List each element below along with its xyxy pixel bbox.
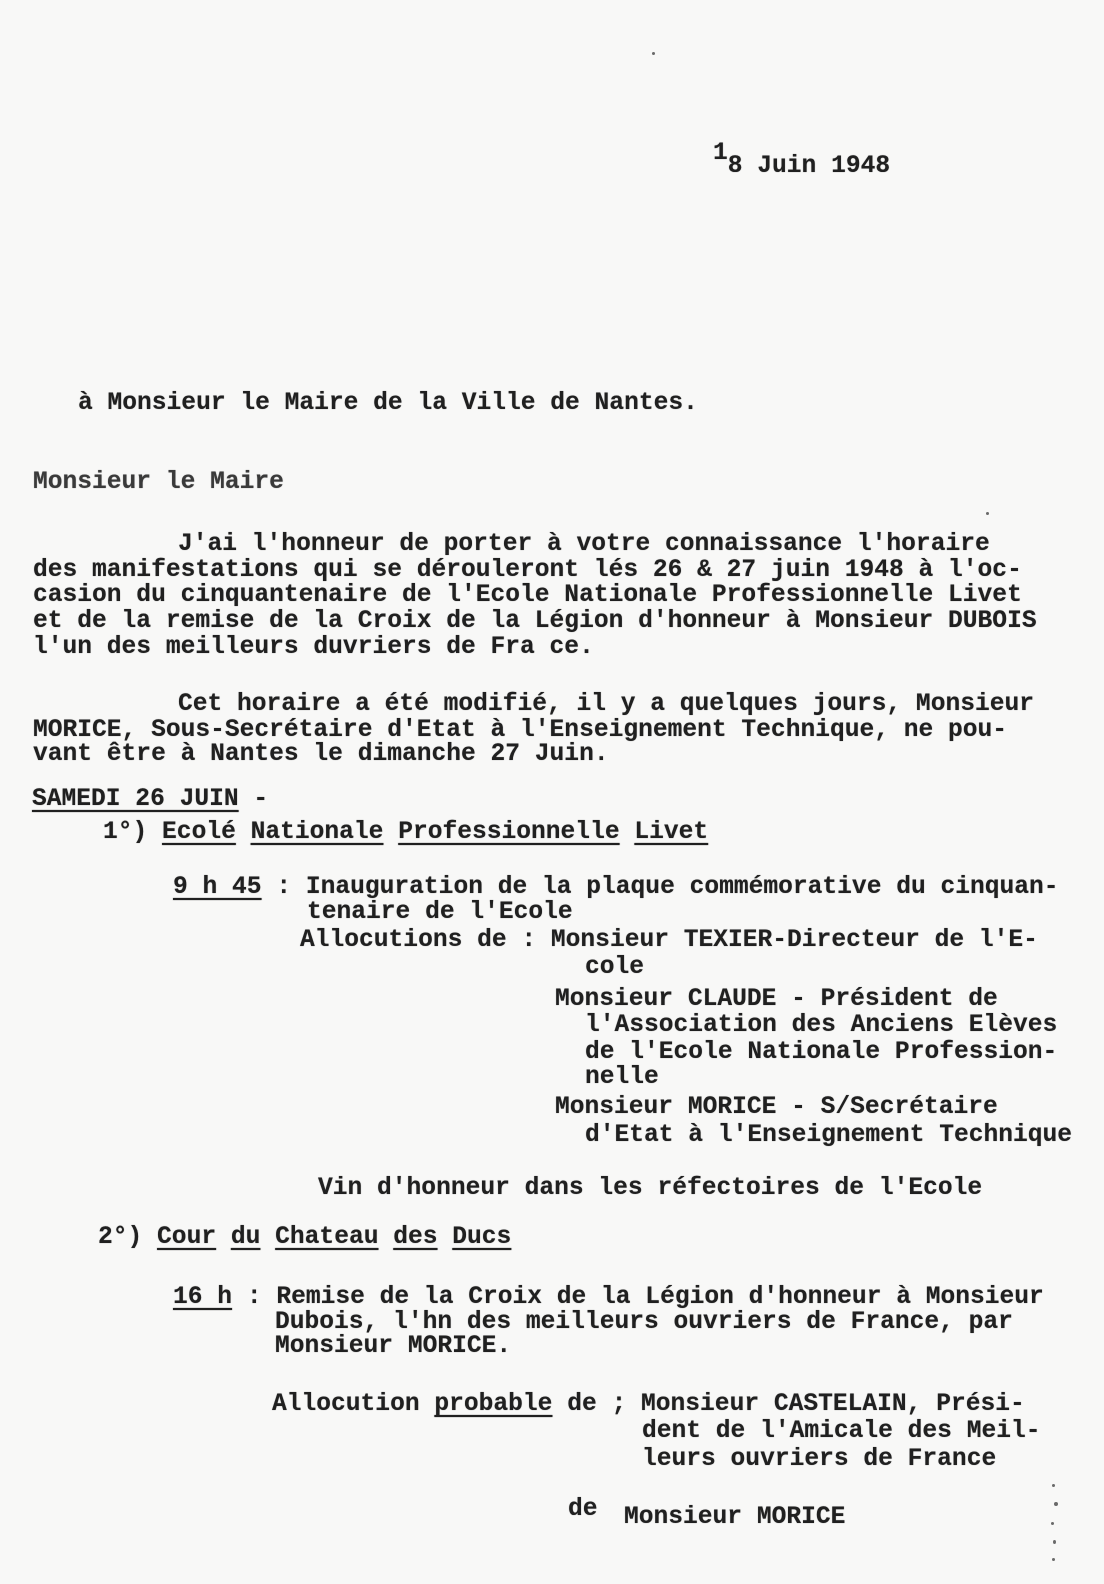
day-heading (32, 787, 268, 813)
event-description: Remise de la Croix de la Légion d'honneur à Monsieur (276, 1284, 1044, 1311)
venue-1-title (103, 820, 708, 846)
paragraph-1-line: et de la remise de la Croix de la Légion d'honneur à Monsieur DUBOIS (33, 608, 1037, 635)
venue-2-title (98, 1225, 511, 1251)
addressee: à Monsieur le Maire de la Ville de Nantes. (78, 390, 698, 417)
date-raised-digit: 1 (713, 140, 728, 167)
event-time: 16 h (173, 1284, 233, 1311)
venue-name-word: du (230, 1224, 261, 1251)
speaker-line: Monsieur MORICE (624, 1504, 846, 1531)
venue-name-word: Nationale (250, 819, 384, 846)
scan-speck (652, 52, 655, 55)
paragraph-1-line: l'un des meilleurs duvriers de Fra ce. (33, 634, 594, 661)
event-time: 9 h 45 (173, 874, 262, 901)
speeches-label-word: de ; (567, 1391, 627, 1418)
speaker-line: cole (585, 954, 645, 981)
speaker-line: l'Association des Anciens Elèves (585, 1012, 1058, 1039)
scan-speck (1053, 1540, 1056, 1544)
event-description: tenaire de l'Ecole (307, 899, 573, 926)
speaker-line: de l'Ecole Nationale Profession- (585, 1039, 1058, 1066)
speeches-label-word: probable (434, 1391, 553, 1418)
venue-name-word: Ducs (452, 1224, 512, 1251)
paragraph-1-line: des manifestations qui se dérouleront lés 26 & 27 juin 1948 à l'oc- (33, 557, 1022, 584)
speaker-line: d'Etat à l'Enseignement Technique (585, 1122, 1073, 1149)
speeches-line (272, 1392, 1025, 1418)
venue-name-word: Chateau (275, 1224, 379, 1251)
venue-1-time-line (173, 875, 1059, 901)
speaker-line: dent de l'Amicale des Meil- (642, 1418, 1041, 1445)
speaker-line: Monsieur CLAUDE - Président de (555, 986, 998, 1013)
venue-number: 2°) (98, 1224, 143, 1251)
scan-speck (1051, 1522, 1054, 1525)
event-description: Monsieur MORICE. (275, 1333, 512, 1360)
event-description: Dubois, l'hn des meilleurs ouvriers de France, par (275, 1309, 1013, 1336)
letter-date (713, 140, 891, 180)
venue-name-word: Cour (157, 1224, 217, 1251)
venue-name-word: Ecolé (162, 819, 236, 846)
paragraph-2-line: vant être à Nantes le dimanche 27 Juin. (33, 741, 609, 768)
scan-speck (1052, 1558, 1055, 1561)
paragraph-2-line: MORICE, Sous-Secrétaire d'Etat à l'Enseignement Technique, ne pou- (33, 717, 1008, 744)
event-time-separator: : (246, 1284, 262, 1311)
speeches-label: Allocutions de : (300, 927, 537, 954)
venue-name-word: des (393, 1224, 438, 1251)
scan-speck (986, 512, 989, 515)
salutation: Monsieur le Maire (33, 469, 284, 496)
venue-name-word: Professionnelle (398, 819, 620, 846)
speaker-line: leurs ouvriers de France (642, 1446, 997, 1473)
day-heading-text: SAMEDI 26 JUIN (32, 786, 239, 813)
day-heading-dash: - (253, 786, 269, 813)
venue-number: 1°) (103, 819, 148, 846)
scan-speck (1054, 1502, 1058, 1506)
speaker-prefix: de (568, 1496, 598, 1523)
venue-name-word: Livet (634, 819, 709, 846)
date-text: 8 Juin 1948 (727, 153, 891, 180)
venue-2-time-line (173, 1285, 1044, 1311)
speaker-line: Monsieur MORICE - S/Secrétaire (555, 1094, 998, 1121)
scan-speck (1052, 1484, 1055, 1487)
speaker-line: nelle (585, 1064, 659, 1091)
paragraph-1-line: casion du cinquantenaire de l'Ecole Nationale Professionnelle Livet (33, 582, 1022, 609)
event-time-separator: : (276, 874, 292, 901)
speaker-line: Monsieur TEXIER-Directeur de l'E- (550, 927, 1038, 954)
speeches-label-word: Allocution (272, 1391, 420, 1418)
paragraph-1-line: J'ai l'honneur de porter à votre connaissance l'horaire (178, 531, 990, 558)
event-description: Inauguration de la plaque commémorative du cinquan- (305, 874, 1059, 901)
speaker-line: Monsieur CASTELAIN, Prési- (641, 1391, 1025, 1418)
reception-line: Vin d'honneur dans les réfectoires de l'Ecole (318, 1175, 983, 1202)
paragraph-2-line: Cet horaire a été modifié, il y a quelques jours, Monsieur (178, 691, 1035, 718)
speeches-line (300, 928, 1038, 954)
